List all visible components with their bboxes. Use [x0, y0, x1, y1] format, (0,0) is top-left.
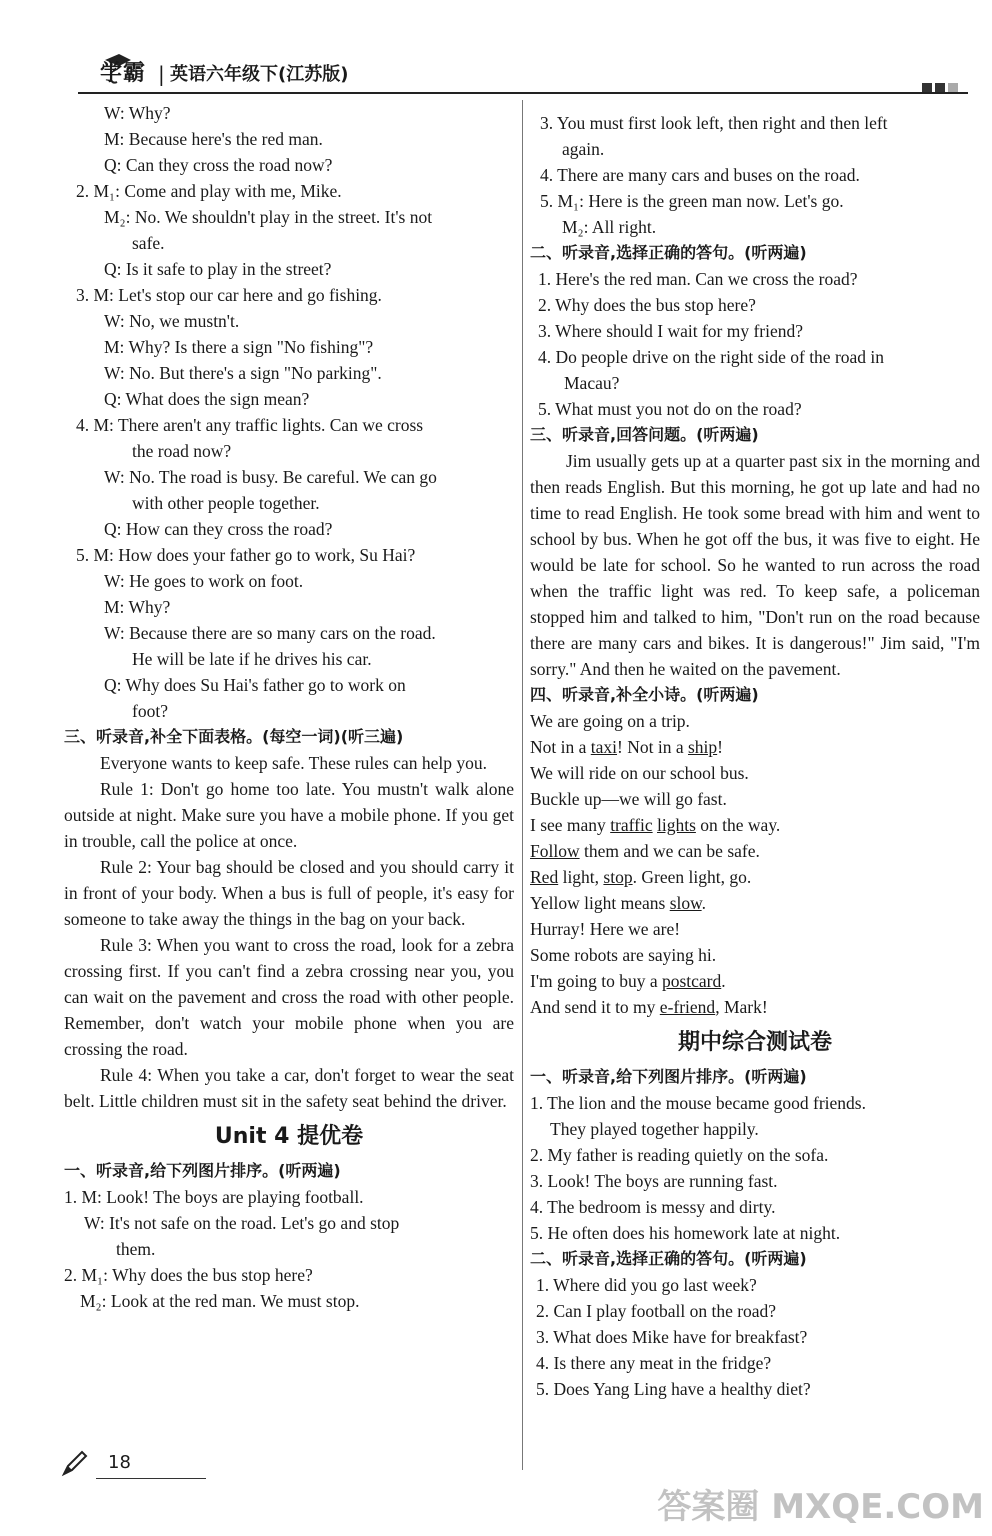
script-line: They played together happily.	[550, 1119, 759, 1139]
script-line: He will be late if he drives his car.	[132, 649, 372, 669]
question-line: 1. Where did you go last week?	[536, 1275, 757, 1295]
pencil-icon	[60, 1448, 90, 1478]
script-line: 5. M₁: Here is the green man now. Let's go.	[540, 191, 844, 211]
header-rule	[78, 92, 968, 94]
page-header	[78, 52, 978, 92]
answer-traffic: traffic	[610, 815, 653, 835]
poem-line: I'm going to buy a postcard.	[530, 971, 726, 991]
answer-taxi: taxi	[590, 737, 618, 757]
section-title: 四、听录音,补全小诗。(听两遍)	[530, 685, 759, 704]
script-line: 2. M₁: Why does the bus stop here?	[64, 1265, 313, 1285]
script-line: W: No, we mustn't.	[104, 311, 240, 331]
answer-lights: lights	[657, 815, 696, 835]
script-line: 3. M: Let's stop our car here and go fishing.	[76, 285, 382, 305]
section-title: 一、听录音,给下列图片排序。(听两遍)	[530, 1067, 807, 1086]
script-line: Q: Is it safe to play in the street?	[104, 259, 332, 279]
passage-paragraph: Rule 2: Your bag should be closed and you should carry it in front of your body. When a bus is full of people, it's easy for someone to take away the things in the bag on your back.	[64, 857, 514, 929]
section-title: 三、听录音,回答问题。(听两遍)	[530, 425, 759, 444]
footer-rule	[96, 1478, 206, 1479]
script-line: W: Because there are so many cars on the road.	[104, 623, 436, 643]
script-line: them.	[116, 1239, 156, 1259]
poem-line: We are going on a trip.	[530, 711, 690, 731]
poem-line: Follow them and we can be safe.	[530, 841, 760, 861]
question-line: 5. What must you not do on the road?	[538, 399, 802, 419]
script-line: with other people together.	[132, 493, 320, 513]
passage-paragraph: Rule 3: When you want to cross the road, look for a zebra crossing first. If you can't find a zebra crossing near you, you can wait on the pavement and cross the road with other people. Remember, don't watch your mobile phone when you are crossing the road.	[64, 935, 514, 1059]
script-line: 4. The bedroom is messy and dirty.	[530, 1197, 776, 1217]
script-line: 2. My father is reading quietly on the sofa.	[530, 1145, 829, 1165]
question-line: 3. What does Mike have for breakfast?	[536, 1327, 808, 1347]
answer-postcard: postcard	[661, 971, 722, 991]
poem-line: Yellow light means slow.	[530, 893, 706, 913]
question-line: 4. Is there any meat in the fridge?	[536, 1353, 772, 1373]
script-line: W: No. But there's a sign "No parking".	[104, 363, 382, 383]
script-line: M: Why?	[104, 597, 171, 617]
poem	[530, 708, 980, 1020]
poem-line: Red light, stop. Green light, go.	[530, 867, 752, 887]
poem-line: Buckle up—we will go fast.	[530, 789, 727, 809]
poem-line: I see many traffic lights on the way.	[530, 815, 781, 835]
passage-paragraph: Everyone wants to keep safe. These rules can help you.	[100, 753, 487, 773]
answer-efriend: e-friend	[659, 997, 716, 1017]
question-line: 2. Can I play football on the road?	[536, 1301, 777, 1321]
question-line: Macau?	[564, 373, 620, 393]
poem-line: Some robots are saying hi.	[530, 945, 717, 965]
header-separator: |	[158, 62, 165, 86]
book-title: 英语六年级下(江苏版)	[170, 64, 349, 85]
script-line: 3. Look! The boys are running fast.	[530, 1171, 778, 1191]
passage-paragraph: Jim usually gets up at a quarter past six in the morning and then reads English. But this morning, he got up late and had no time to read English. He took some bread with him and went to school by bus. When he got off the bus, it was five to eight. He would be late for school. So he wanted to run across the road when the traffic light was red. To keep safe, a policeman stopped him and talked to him, "Don't run on the road because there are many cars and bikes. It is dangerous!" Jim said, "I'm sorry." And then he waited on the pavement.	[530, 451, 980, 679]
script-line: safe.	[132, 233, 165, 253]
script-line: foot?	[132, 701, 168, 721]
script-line: 4. M: There aren't any traffic lights. Can we cross	[76, 415, 424, 435]
header-squares-decoration	[919, 80, 958, 98]
page-number: 18	[108, 1452, 131, 1473]
script-line: Q: Can they cross the road now?	[104, 155, 333, 175]
poem-line: Not in a taxi! Not in a ship!	[530, 737, 723, 757]
script-line: 5. M: How does your father go to work, Su Hai?	[76, 545, 416, 565]
script-line: 5. He often does his homework late at night.	[530, 1223, 841, 1243]
script-line: W: Why?	[104, 103, 171, 123]
question-line: 5. Does Yang Ling have a healthy diet?	[536, 1379, 811, 1399]
question-line: 4. Do people drive on the right side of the road in	[538, 347, 885, 367]
script-line: W: No. The road is busy. Be careful. We can go	[104, 467, 437, 487]
answer-red: Red	[530, 867, 559, 887]
column-divider	[522, 100, 523, 1470]
script-line: the road now?	[132, 441, 232, 461]
section-title: 一、听录音,给下列图片排序。(听两遍)	[64, 1161, 341, 1180]
script-line: M: Why? Is there a sign "No fishing"?	[104, 337, 374, 357]
script-line: 4. There are many cars and buses on the road.	[540, 165, 860, 185]
question-line: 3. Where should I wait for my friend?	[538, 321, 804, 341]
script-line: Q: Why does Su Hai's father go to work on	[104, 675, 406, 695]
passage-paragraph: Rule 4: When you take a car, don't forget to wear the seat belt. Little children must sit in the safety seat behind the driver.	[64, 1065, 514, 1111]
answer-ship: ship	[687, 737, 718, 757]
answer-stop: stop	[603, 867, 633, 887]
script-line: M₂: No. We shouldn't play in the street. It's not	[104, 207, 433, 227]
script-line: M₂: Look at the red man. We must stop.	[80, 1291, 360, 1311]
question-line: 1. Here's the red man. Can we cross the road?	[538, 269, 858, 289]
answer-slow: slow	[669, 893, 702, 913]
script-line: W: It's not safe on the road. Let's go and stop	[84, 1213, 400, 1233]
question-line: 2. Why does the bus stop here?	[538, 295, 756, 315]
page-footer	[60, 1448, 150, 1488]
script-line: 1. M: Look! The boys are playing football.	[64, 1187, 364, 1207]
brand-name: 学霸	[100, 61, 147, 86]
unit-heading: Unit 4 提优卷	[214, 1124, 364, 1149]
poem-line: And send it to my e-friend, Mark!	[530, 997, 768, 1017]
section-title: 三、听录音,补全下面表格。(每空一词)(听三遍)	[64, 727, 404, 746]
watermark-logo: 答案圈 MXQE.COM	[657, 1487, 984, 1527]
passage-paragraph: Rule 1: Don't go home too late. You mustn't walk alone outside at night. Make sure you have a mobile phone. If you get in trouble, call the police at once.	[64, 779, 514, 851]
script-line: Q: What does the sign mean?	[104, 389, 310, 409]
section-title: 二、听录音,选择正确的答句。(听两遍)	[530, 243, 807, 262]
script-line: 3. You must first look left, then right and then left	[540, 113, 888, 133]
midterm-heading: 期中综合测试卷	[677, 1030, 832, 1055]
script-line: again.	[562, 139, 605, 159]
script-line: Q: How can they cross the road?	[104, 519, 333, 539]
script-line: 1. The lion and the mouse became good friends.	[530, 1093, 866, 1113]
answer-follow: Follow	[530, 841, 580, 861]
script-line: 2. M₁: Come and play with me, Mike.	[76, 181, 342, 201]
right-column	[530, 110, 980, 1402]
poem-line: We will ride on our school bus.	[530, 763, 749, 783]
poem-line: Hurray! Here we are!	[530, 919, 681, 939]
section-title: 二、听录音,选择正确的答句。(听两遍)	[530, 1249, 807, 1268]
left-column	[64, 100, 514, 1314]
script-line: M: Because here's the red man.	[104, 129, 323, 149]
script-line: M₂: All right.	[562, 217, 657, 237]
script-line: W: He goes to work on foot.	[104, 571, 304, 591]
